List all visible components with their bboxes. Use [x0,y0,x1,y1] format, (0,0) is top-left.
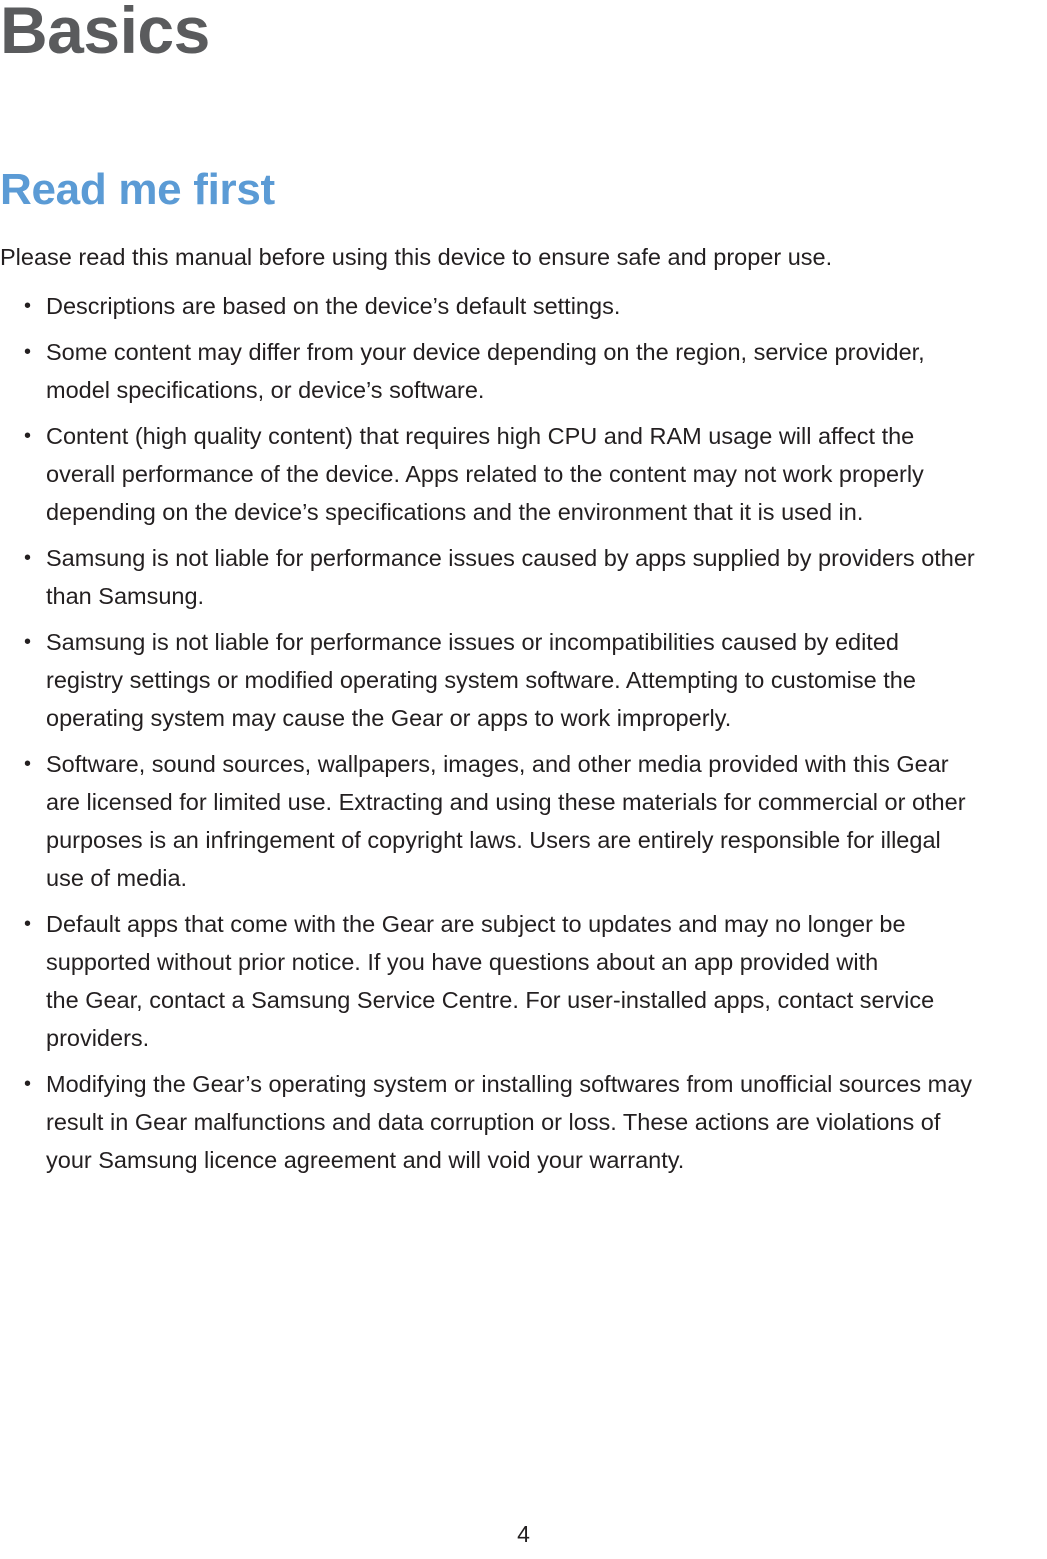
list-item-text-line: Default apps that come with the Gear are subject to updates and may no longer be [46,911,906,937]
list-item-text-line: result in Gear malfunctions and data corruption or loss. These actions are violations of [46,1109,941,1135]
list-item-text-line: than Samsung. [46,583,205,609]
list-item-text-line: your Samsung licence agreement and will void your warranty. [46,1147,685,1173]
list-item-text-line: Software, sound sources, wallpapers, images, and other media provided with this Gear [46,751,949,777]
bullet-dot-icon: • [24,425,32,447]
list-item-text-line: Descriptions are based on the device’s default settings. [46,293,621,319]
bullet-dot-icon: • [24,547,32,569]
list-item-text-line: use of media. [46,865,188,891]
list-item-text-line: Content (high quality content) that requires high CPU and RAM usage will affect the [46,423,915,449]
list-item-text-line: depending on the device’s specifications and the environment that it is used in. [46,499,864,525]
list-item-text-line: operating system may cause the Gear or apps to work improperly. [46,705,732,731]
chapter-title: Basics [0,0,210,67]
list-item-text-line: Modifying the Gear’s operating system or installing softwares from unofficial sources may [46,1071,973,1097]
list-item-text-line: Some content may differ from your device depending on the region, service provider, [46,339,925,365]
list-item-text-line: Samsung is not liable for performance issues or incompatibilities caused by edited [46,629,899,655]
bullet-dot-icon: • [24,913,32,935]
list-item-text-line: are licensed for limited use. Extracting and using these materials for commercial or other [46,789,966,815]
list-item-text-line: purposes is an infringement of copyright laws. Users are entirely responsible for illegal [46,827,941,853]
bullet-dot-icon: • [24,753,32,775]
list-item [0,287,1047,325]
list-item-text-line: providers. [46,1025,150,1051]
list-item [0,623,1047,737]
section-title: Read me first [0,165,275,214]
list-item [0,333,1047,409]
bullet-dot-icon: • [24,1073,32,1095]
list-item-text-line: overall performance of the device. Apps related to the content may not work properly [46,461,924,487]
list-item-text-line: Samsung is not liable for performance issues caused by apps supplied by providers other [46,545,975,571]
list-item-text-line: supported without prior notice. If you have questions about an app provided with [46,949,879,975]
list-item [0,905,1047,1057]
page-number: 4 [517,1521,530,1547]
intro-paragraph: Please read this manual before using this device to ensure safe and proper use. [0,244,833,270]
bullet-dot-icon: • [24,631,32,653]
bullet-list [0,287,1047,1187]
list-item-text-line: registry settings or modified operating system software. Attempting to customise the [46,667,916,693]
bullet-dot-icon: • [24,341,32,363]
list-item-text-line: the Gear, contact a Samsung Service Centre. For user-installed apps, contact service [46,987,935,1013]
list-item [0,417,1047,531]
list-item-text-line: model specifications, or device’s software. [46,377,485,403]
list-item [0,539,1047,615]
bullet-dot-icon: • [24,295,32,317]
list-item [0,1065,1047,1179]
list-item [0,745,1047,897]
